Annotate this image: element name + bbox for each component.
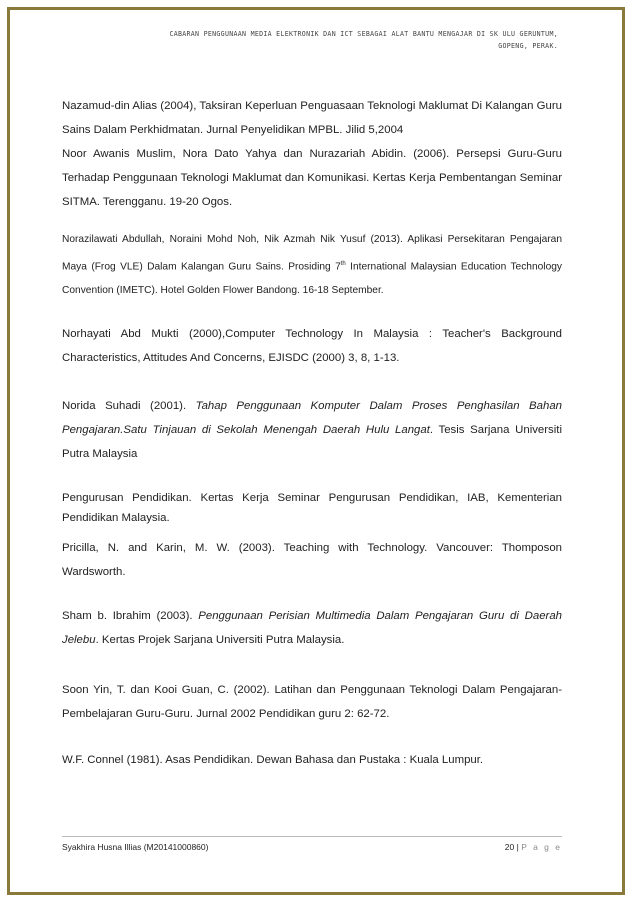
reference-item: Noor Awanis Muslim, Nora Dato Yahya dan Nurazariah Abidin. (2006). Persepsi Guru-Guru Terhadap Penggunaan Teknologi Maklumat dan Komunikasi. Kertas Kerja Pembentangan Seminar SITMA. Terengganu. 19-20 Ogos.	[62, 148, 562, 208]
footer-divider	[62, 836, 562, 837]
footer-author: Syakhira Husna Illias (M20141000860)	[62, 842, 209, 852]
reference-item: Sham b. Ibrahim (2003). Penggunaan Perisian Multimedia Dalam Pengajaran Guru di Daerah Jelebu. Kertas Projek Sarjana Universiti Putra Malaysia.	[62, 610, 562, 646]
header-line-1: CABARAN PENGGUNAAN MEDIA ELEKTRONIK DAN ICT SEBAGAI ALAT BANTU MENGAJAR DI SK ULU GERUNTUM,	[169, 30, 558, 38]
reference-item: Norhayati Abd Mukti (2000),Computer Technology In Malaysia : Teacher's Background Characteristics, Attitudes And Concerns, EJISDC (2000) 3, 8, 1-13.	[62, 328, 562, 364]
reference-item: Pricilla, N. and Karin, M. W. (2003). Teaching with Technology. Vancouver: Thomposon Wardsworth.	[62, 542, 562, 578]
running-header	[85, 28, 558, 52]
page-separator: |	[516, 842, 519, 852]
page-number: 20	[504, 842, 515, 852]
reference-item: Norazilawati Abdullah, Noraini Mohd Noh, Nik Azmah Nik Yusuf (2013). Aplikasi Persekitaran Pengajaran Maya (Frog VLE) Dalam Kalangan Guru Sains. Prosiding 7th International Malaysian Education Technology Convention (IMETC). Hotel Golden Flower Bandong. 16-18 September.	[62, 234, 562, 297]
reference-item: Soon Yin, T. dan Kooi Guan, C. (2002). Latihan dan Penggunaan Teknologi Dalam Pengajaran-Pembelajaran Guru-Guru. Jurnal 2002 Pendidikan guru 2: 62-72.	[62, 684, 562, 720]
reference-item: W.F. Connel (1981). Asas Pendidikan. Dewan Bahasa dan Pustaka : Kuala Lumpur.	[62, 754, 484, 766]
header-line-2: GOPENG, PERAK.	[498, 42, 558, 50]
reference-item: Nazamud-din Alias (2004), Taksiran Keperluan Penguasaan Teknologi Maklumat Di Kalangan Guru Sains Dalam Perkhidmatan. Jurnal Penyelidikan MPBL. Jilid 5,2004	[62, 100, 562, 136]
page-label: P a g e	[521, 842, 562, 852]
reference-item: Pengurusan Pendidikan. Kertas Kerja Seminar Pengurusan Pendidikan, IAB, Kementerian Pendidikan Malaysia.	[62, 492, 562, 524]
footer-page-number	[505, 842, 562, 852]
reference-item: Norida Suhadi (2001). Tahap Penggunaan Komputer Dalam Proses Penghasilan Bahan Pengajaran.Satu Tinjauan di Sekolah Menengah Daerah Hulu Langat. Tesis Sarjana Universiti Putra Malaysia	[62, 400, 562, 460]
